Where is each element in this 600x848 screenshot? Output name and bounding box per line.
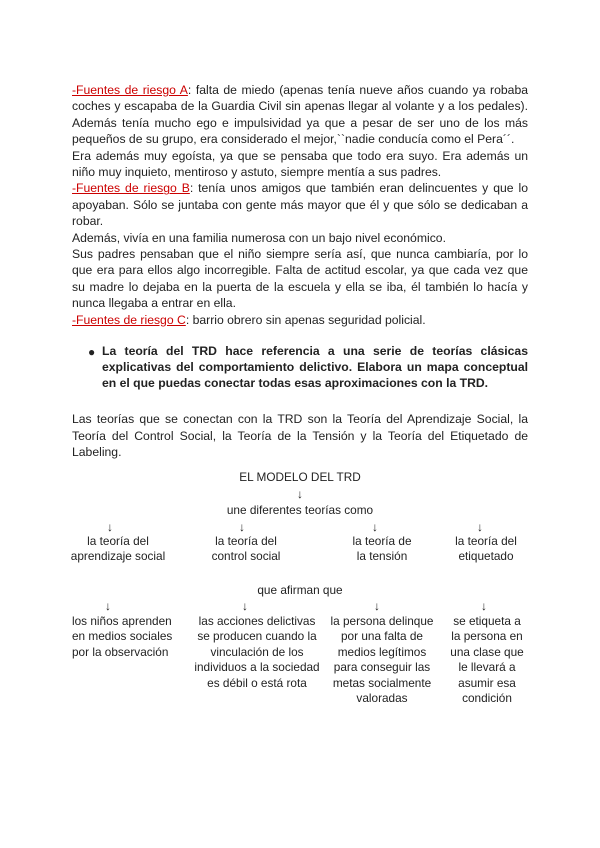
claim-line: condición: [462, 691, 512, 706]
bullet-icon: ●: [88, 345, 96, 360]
question-text: La teoría del TRD hace referencia a una serie de teorías clásicas explicativas del comportamiento delictivo. Elabora un mapa conceptual en el que puedas conectar todas esas aproximaciones con la TRD.: [102, 344, 528, 390]
claim-line: se producen cuando la: [197, 629, 317, 644]
claim-line: en medios sociales: [72, 629, 173, 644]
risk-c-text: : barrio obrero sin apenas seguridad policial.: [185, 312, 426, 327]
theory-line: control social: [211, 549, 281, 564]
risk-c-paragraph: [72, 312, 528, 328]
claim-line: la persona delinque: [330, 614, 434, 628]
map-connector-1: une diferentes teorías como: [226, 503, 374, 517]
claim-line: le llevará a: [458, 660, 516, 675]
claim-line: metas socialmente: [332, 675, 432, 690]
theory-line: aprendizaje social: [70, 549, 166, 564]
risk-b-paragraph-2: Además, vivía en una familia numerosa con un bajo nivel económico.: [72, 230, 446, 245]
risk-a-paragraph: [72, 82, 528, 148]
theory-line: la teoría del: [215, 534, 277, 548]
down-arrow-icon: ↓: [242, 599, 248, 613]
claim-line: es débil o está rota: [207, 675, 307, 690]
claim-line: asumir esa: [458, 675, 516, 690]
theory-node: [196, 534, 296, 565]
claim-line: por una falta de: [341, 629, 423, 644]
claim-node: [72, 614, 184, 660]
claim-node: [186, 614, 328, 691]
theory-line: la teoría del: [87, 534, 149, 548]
theory-line: la tensión: [356, 549, 408, 564]
claim-line: las acciones delictivas: [198, 614, 316, 628]
document-body: [72, 82, 528, 461]
down-arrow-icon: ↓: [374, 599, 380, 613]
down-arrow-icon: ↓: [372, 520, 378, 534]
risk-b-text: : tenía unos amigos que también eran delincuentes y que lo apoyaban. Sólo se juntaba con gente más mayor que él y que sólo se dedicaban a robar.: [72, 181, 528, 229]
theory-line: etiquetado: [458, 549, 514, 564]
down-arrow-icon: ↓: [297, 487, 303, 501]
risk-b-paragraph-3: Sus padres pensaban que el niño siempre sería así, que nunca cambiaría, por lo que era para ellos algo incorregible. Falta de actitud escolar, ya que cada vez que su madre lo dejaba en la puerta de la escuela y ella se iba, él también lo hacía y nunca llegaba a entrar en ella.: [72, 247, 528, 311]
theory-node: [438, 534, 534, 565]
down-arrow-icon: ↓: [107, 520, 113, 534]
risk-b-paragraph: [72, 180, 528, 229]
claim-line: la persona en: [451, 629, 523, 644]
claim-line: para conseguir las: [333, 660, 431, 675]
risk-a-label: -Fuentes de riesgo A: [72, 83, 188, 97]
claim-line: se etiqueta a: [453, 614, 521, 628]
claim-line: vinculación de los: [210, 644, 304, 659]
risk-a-paragraph-2: Era además muy egoísta, ya que se pensaba que todo era suyo. Era además un niño muy inquieto, mentiroso y astuto, siempre mentía a sus padres.: [72, 148, 528, 180]
answer-paragraph: Las teorías que se conectan con la TRD son la Teoría del Aprendizaje Social, la Teoría del Control Social, la Teoría de la Tensión y la Teoría del Etiquetado de Labeling.: [72, 412, 528, 460]
claim-line: los niños aprenden: [72, 614, 172, 628]
theory-node: [66, 534, 170, 565]
down-arrow-icon: ↓: [477, 520, 483, 534]
claim-line: una clase que: [450, 644, 524, 659]
claim-node: [442, 614, 532, 706]
claim-line: por la observación: [72, 644, 169, 659]
down-arrow-icon: ↓: [481, 599, 487, 613]
theory-line: la teoría de: [352, 534, 412, 548]
risk-c-label: -Fuentes de riesgo C: [72, 312, 186, 327]
risk-a-text: : falta de miedo (apenas tenía nueve años cuando ya robaba coches y escapaba de la Guardia Civil sin apenas llegar al volante y a los pedales). Además tenía mucho ego e impulsividad ya que a pesar de ser uno de los más pequeños de su grupo, era considerado el mejor,``nadie conducía como el Pera´´.: [72, 83, 528, 147]
claim-line: valoradas: [356, 691, 408, 706]
down-arrow-icon: ↓: [239, 520, 245, 534]
theory-node: [334, 534, 430, 565]
risk-b-label: -Fuentes de riesgo B: [72, 181, 190, 196]
down-arrow-icon: ↓: [105, 599, 111, 613]
claim-line: medios legítimos: [337, 644, 427, 659]
theory-line: la teoría del: [455, 534, 517, 548]
claim-line: individuos a la sociedad: [194, 660, 320, 675]
map-title: EL MODELO DEL TRD: [239, 470, 361, 484]
question-bullet: [72, 344, 528, 391]
map-connector-2: que afirman que: [257, 583, 343, 597]
claim-node: [326, 614, 438, 706]
